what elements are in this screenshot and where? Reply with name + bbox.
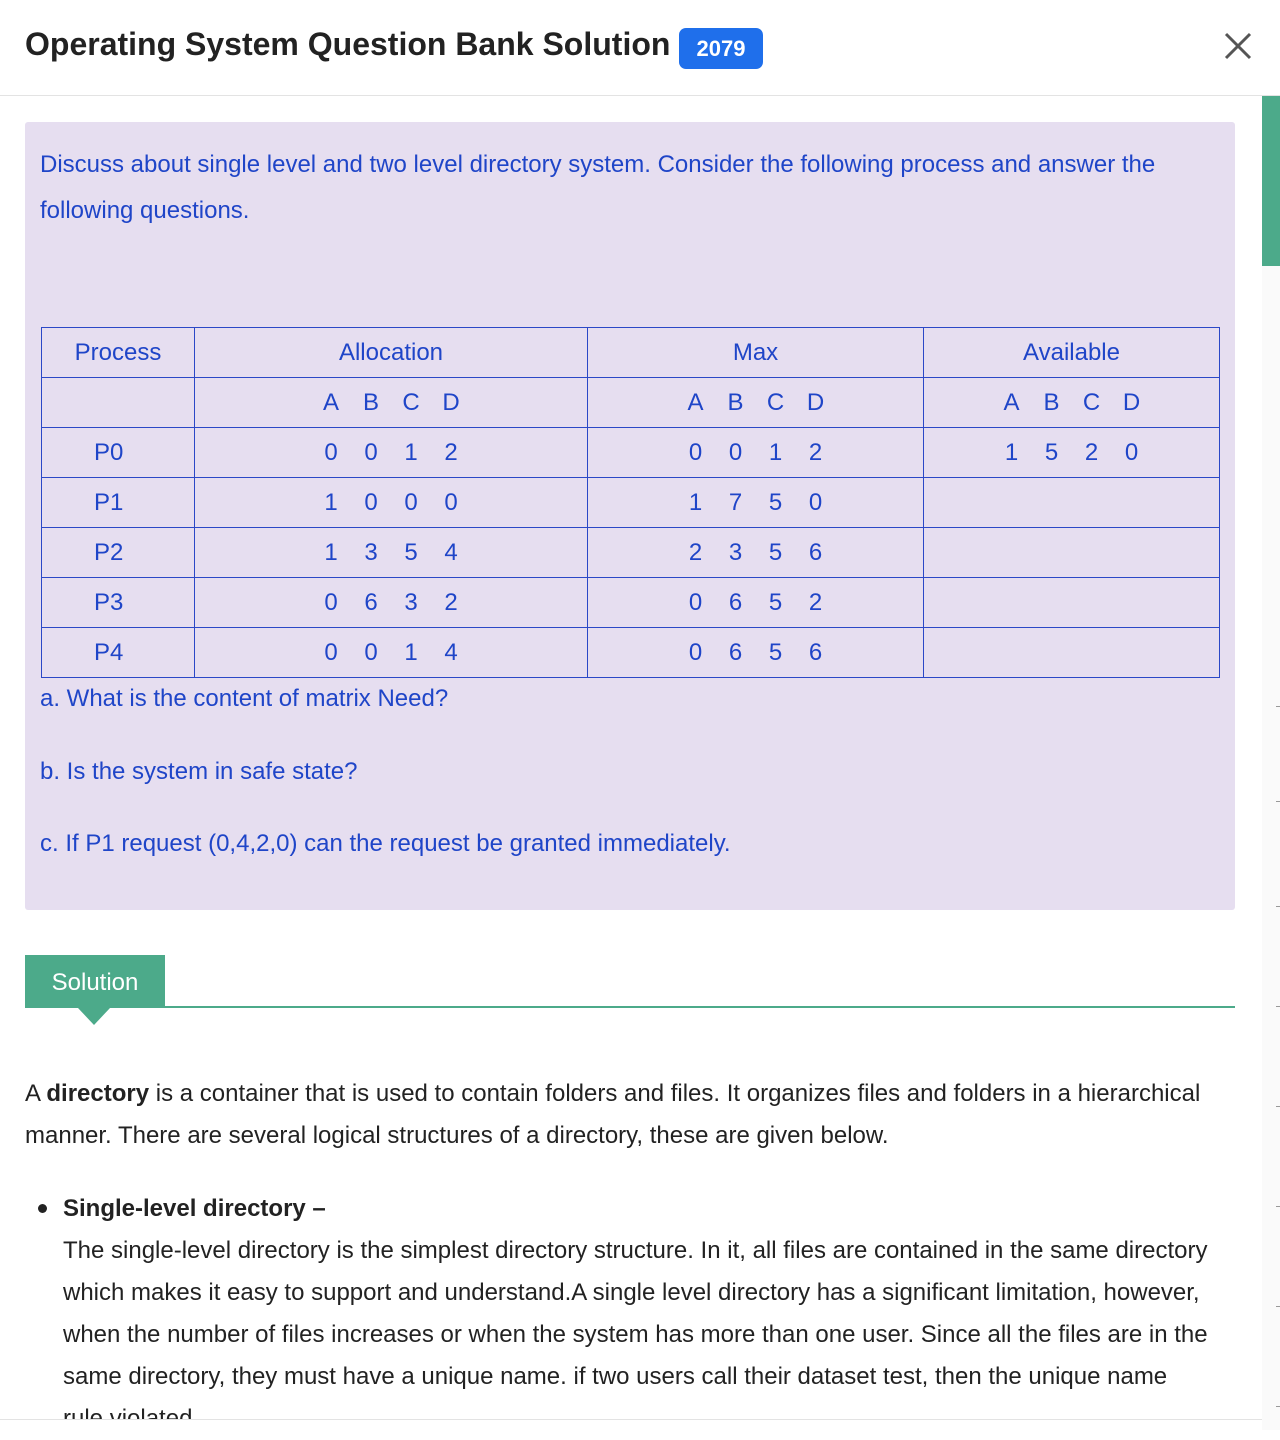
cell-value: C (1082, 388, 1101, 416)
cell-value: 0 (364, 638, 378, 666)
cell-value: 1 (404, 638, 418, 666)
cell-value: 6 (808, 538, 823, 566)
cell-value: 1 (404, 438, 418, 466)
solution-tab: Solution (25, 955, 165, 1008)
allocation-cell (195, 628, 588, 678)
resource-letter-row (42, 378, 1220, 428)
question-text: Discuss about single level and two level directory system. Consider the following process and answer the following questions. (40, 151, 1156, 224)
max-cell (588, 528, 924, 578)
cell-value: C (402, 388, 420, 416)
cell-value: 6 (808, 638, 823, 666)
cell-value: 0 (404, 488, 418, 516)
cell-value: B (727, 388, 744, 416)
cell-value: D (442, 388, 460, 416)
header-process: Process (42, 328, 195, 378)
cell-value: 1 (324, 488, 338, 516)
intro-bold-term: directory (46, 1080, 150, 1107)
cell-value: B (362, 388, 379, 416)
page-title: Operating System Question Bank Solution (25, 26, 671, 62)
cell-value: 2 (1084, 438, 1099, 466)
cell-value: 0 (324, 588, 338, 616)
cell-value: 5 (404, 538, 418, 566)
process-cell: P0 (42, 428, 195, 478)
cell-value: 0 (1124, 438, 1139, 466)
cell-value: 1 (1004, 438, 1019, 466)
allocation-cell (195, 578, 588, 628)
cell-value: 4 (444, 638, 458, 666)
cell-value: A (1003, 388, 1020, 416)
allocation-cell (195, 528, 588, 578)
cell-value: D (806, 388, 825, 416)
cell-value: 2 (444, 438, 458, 466)
cell-value: 6 (728, 638, 743, 666)
cell-value: 5 (768, 638, 783, 666)
resource-table (41, 327, 1220, 678)
solution-intro (25, 1073, 1210, 1157)
table-row (42, 628, 1220, 678)
bullet-title: Single-level directory – (63, 1195, 326, 1222)
cell-value: A (322, 388, 339, 416)
solution-divider (165, 1006, 1235, 1008)
content-clip (0, 1420, 1262, 1430)
close-button[interactable] (1218, 26, 1258, 66)
bullet-icon (38, 1204, 47, 1213)
cell-value: 6 (364, 588, 378, 616)
table-row (42, 528, 1220, 578)
cell-value: 5 (768, 538, 783, 566)
cell-value: 0 (364, 488, 378, 516)
cell-value: 0 (324, 438, 338, 466)
cell-value: C (766, 388, 785, 416)
allocation-letters (195, 378, 588, 428)
cell-value: 0 (728, 438, 743, 466)
solution-tab-pointer (78, 1008, 110, 1025)
cell-value: 7 (728, 488, 743, 516)
question-box (25, 122, 1235, 910)
available-letters (924, 378, 1220, 428)
cell-value: 5 (768, 588, 783, 616)
header-available: Available (924, 328, 1220, 378)
max-cell (588, 478, 924, 528)
page-edge (1276, 96, 1280, 1426)
process-cell: P2 (42, 528, 195, 578)
cell-value: 5 (768, 488, 783, 516)
cell-value: 6 (728, 588, 743, 616)
table-row (42, 428, 1220, 478)
available-cell (924, 478, 1220, 528)
cell-value: 0 (688, 588, 703, 616)
available-cell (924, 628, 1220, 678)
allocation-cell (195, 478, 588, 528)
max-cell (588, 428, 924, 478)
cell-value: 0 (808, 488, 823, 516)
process-cell: P4 (42, 628, 195, 678)
cell-value: A (687, 388, 704, 416)
bullet-body: The single-level directory is the simplest directory structure. In it, all files are contained in the same directory which makes it easy to support and understand.A single level directory has a significant limitation, however, when the number of files increases or when the system has more than one user. Since all the files are in the same directory, they must have a unique name. if two users call their dataset test, then the unique name (63, 1237, 1208, 1390)
cell-value: 4 (444, 538, 458, 566)
cell-value: 0 (688, 438, 703, 466)
empty-cell (42, 378, 195, 428)
process-cell: P3 (42, 578, 195, 628)
table-row (42, 578, 1220, 628)
cell-value: 2 (444, 588, 458, 616)
cell-value: 3 (404, 588, 418, 616)
cell-value: B (1043, 388, 1060, 416)
available-cell (924, 528, 1220, 578)
max-cell (588, 578, 924, 628)
available-cell (924, 578, 1220, 628)
cell-value: 0 (444, 488, 458, 516)
cell-value: 2 (808, 588, 823, 616)
modal-header (0, 0, 1280, 96)
cell-value: 2 (688, 538, 703, 566)
year-badge: 2079 (679, 28, 763, 69)
available-cell (924, 428, 1220, 478)
table-row (42, 478, 1220, 528)
header-max: Max (588, 328, 924, 378)
intro-before: A (25, 1080, 47, 1107)
cell-value: 1 (768, 438, 783, 466)
close-icon[interactable] (1218, 26, 1258, 66)
cell-value: 0 (324, 638, 338, 666)
cell-value: 3 (364, 538, 378, 566)
max-cell (588, 628, 924, 678)
sub-question-a: a. What is the content of matrix Need? (40, 685, 449, 712)
process-cell: P1 (42, 478, 195, 528)
allocation-cell (195, 428, 588, 478)
cell-value: 3 (728, 538, 743, 566)
cell-value: 5 (1044, 438, 1059, 466)
sub-question-b: b. Is the system in safe state? (40, 758, 358, 785)
header-allocation: Allocation (195, 328, 588, 378)
cell-value: D (1122, 388, 1141, 416)
max-letters (588, 378, 924, 428)
cell-value: 0 (364, 438, 378, 466)
sub-question-c: c. If P1 request (0,4,2,0) can the request be granted immediately. (40, 830, 731, 857)
intro-after: is a container that is used to contain folders and files. It organizes files and folders in a hierarchical manner. There are several logical structures of a directory, these are given below. (25, 1080, 1201, 1149)
modal-bottom-edge (0, 1419, 1262, 1420)
cell-value: 0 (688, 638, 703, 666)
table-header-row (42, 328, 1220, 378)
cell-value: 2 (808, 438, 823, 466)
list-item (63, 1188, 1213, 1440)
cell-value: 1 (688, 488, 703, 516)
cell-value: 1 (324, 538, 338, 566)
